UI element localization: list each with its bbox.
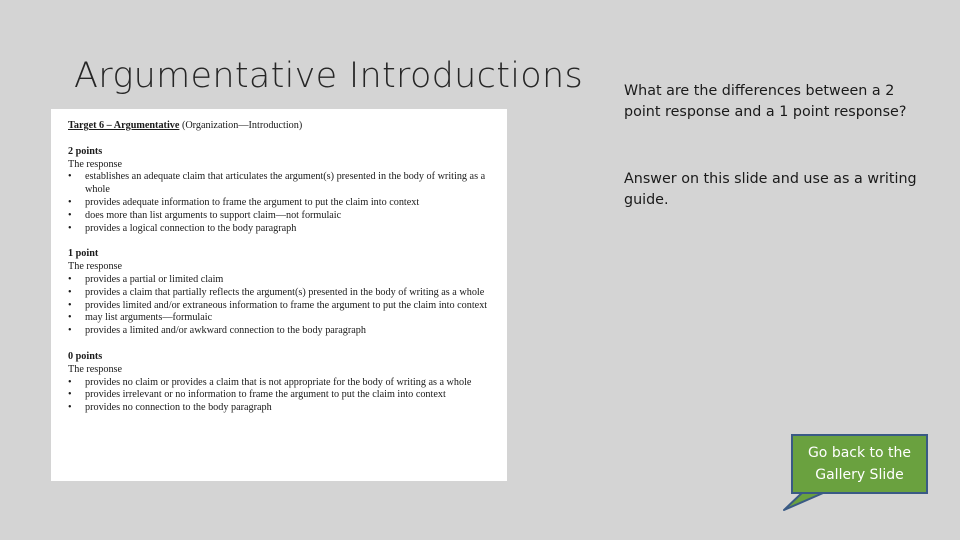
section-intro: The response [68, 158, 123, 170]
rubric-target: Target 6 – Argumentative [68, 120, 180, 131]
criteria-item: • provides limited and/or extraneous information to frame the argument to put the claim into context [68, 300, 497, 313]
section-points: 1 point [68, 248, 99, 260]
instruction-text: Answer on this slide and use as a writing guide. [624, 171, 917, 208]
question-text: What are the differences between a 2 point response and a 1 point response? [624, 83, 907, 120]
back-to-gallery-button[interactable] [791, 434, 928, 494]
criteria-item: • provides no connection to the body paragraph [68, 402, 497, 415]
criteria-item: • provides no claim or provides a claim that is not appropriate for the body of writing as a whole [68, 377, 497, 390]
criteria-item: • provides a claim that partially reflects the argument(s) presented in the body of writing as a whole [68, 287, 497, 300]
back-to-gallery-label: Go back to the Gallery Slide [807, 445, 912, 483]
criteria-item: • does more than list arguments to support claim—not formulaic [68, 210, 497, 223]
criteria-item: • provides a limited and/or awkward connection to the body paragraph [68, 325, 497, 338]
section-intro: The response [68, 363, 123, 375]
slide-title: Argumentative Introductions [74, 56, 583, 96]
section-points: 0 points [68, 350, 103, 362]
section-intro: The response [68, 261, 123, 273]
section-points: 2 points [68, 145, 103, 157]
criteria-item: • provides irrelevant or no information to frame the argument to put the claim into context [68, 389, 497, 402]
criteria-item: • provides a partial or limited claim [68, 274, 497, 287]
criteria-item: • provides adequate information to frame the argument to put the claim into context [68, 197, 497, 210]
rubric-target-suffix: (Organization—Introduction) [179, 120, 303, 131]
criteria-item: • establishes an adequate claim that articulates the argument(s) presented in the body of writing as a whole [68, 171, 497, 197]
criteria-item: • provides a logical connection to the body paragraph [68, 223, 497, 236]
criteria-item: • may list arguments—formulaic [68, 312, 497, 325]
